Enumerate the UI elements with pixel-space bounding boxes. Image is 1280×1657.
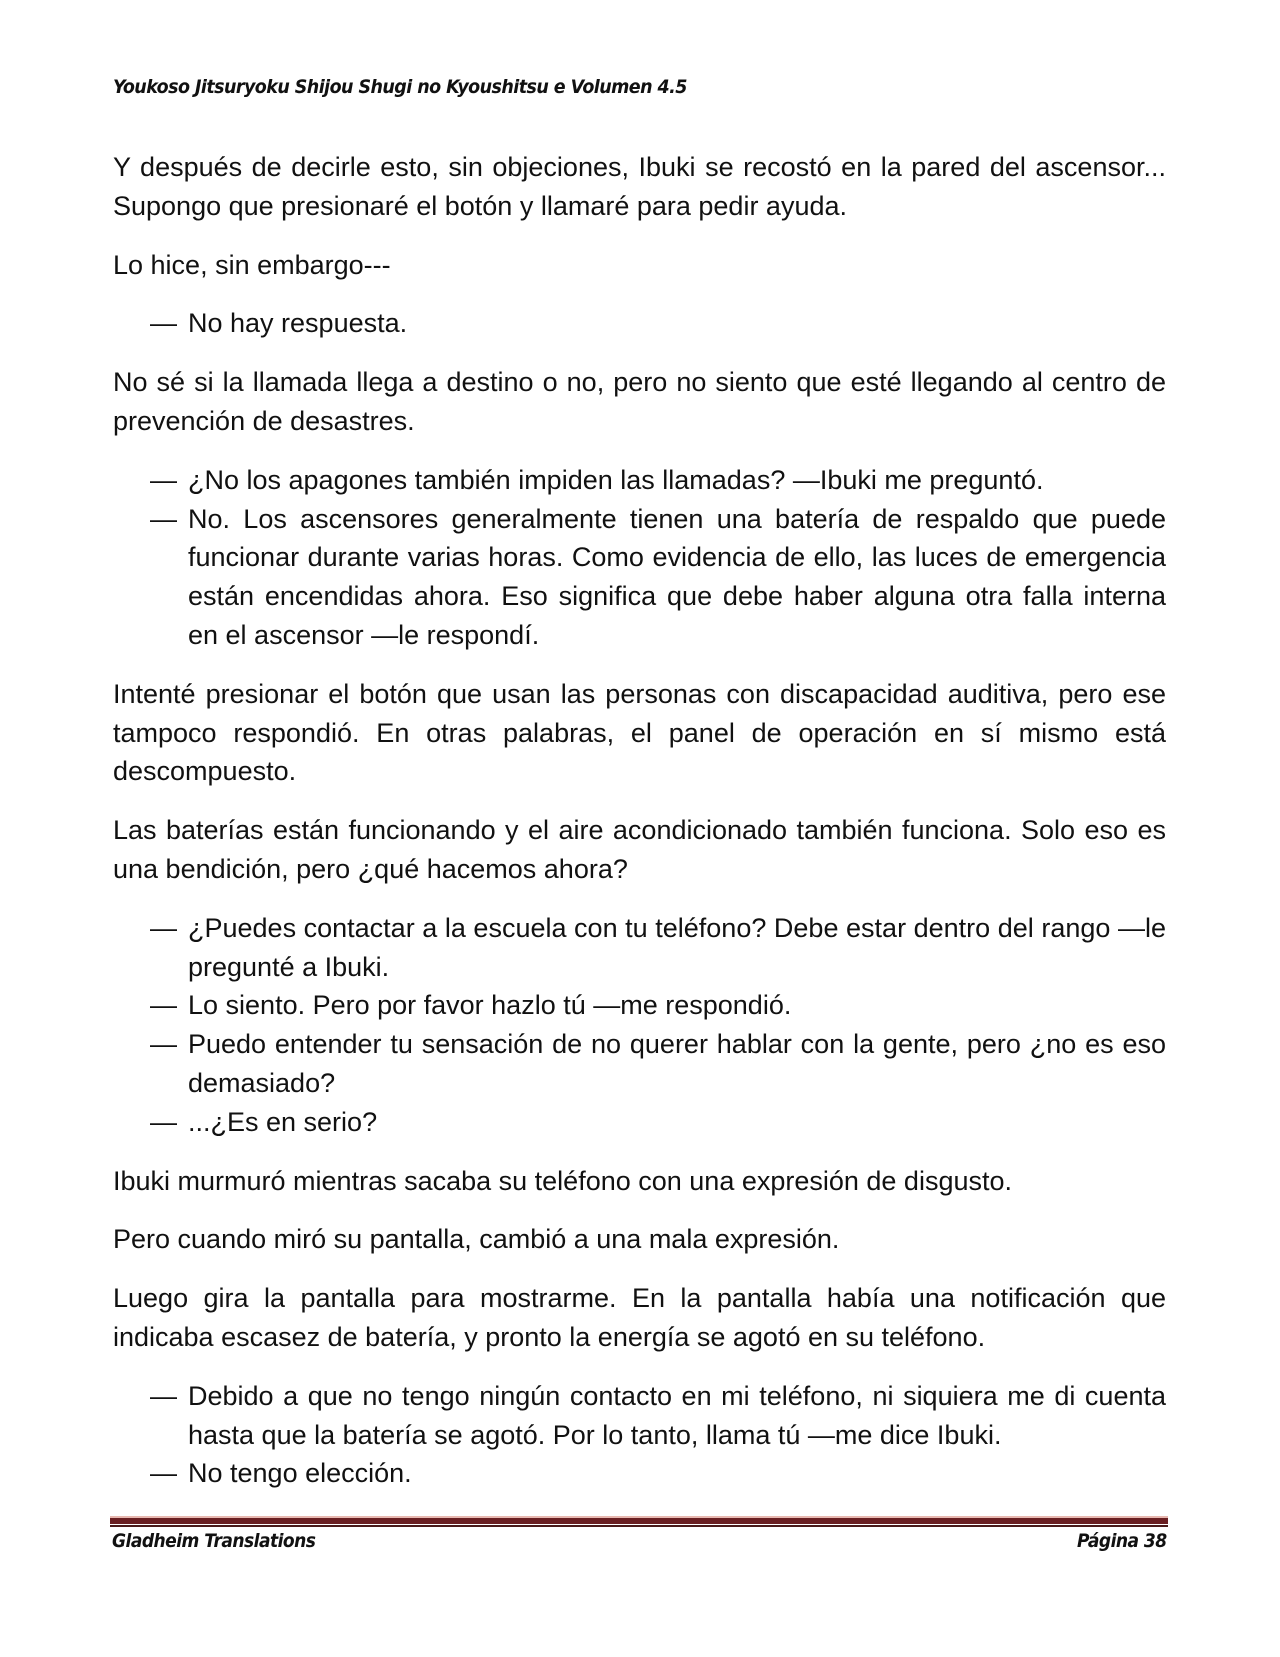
- em-dash: —: [150, 1106, 177, 1137]
- dialogue-line: — ¿No los apagones también impiden las llamadas? —Ibuki me preguntó.: [113, 461, 1166, 500]
- em-dash: —: [150, 308, 177, 339]
- page-body: [113, 148, 1166, 1513]
- dialogue-line: — Lo siento. Pero por favor hazlo tú —me respondió.: [113, 986, 1166, 1025]
- paragraph: Las baterías están funcionando y el aire acondicionado también funciona. Solo eso es una bendición, pero ¿qué hacemos ahora?: [113, 815, 1166, 884]
- em-dash: —: [150, 1029, 177, 1060]
- dialogue-line: — No tengo elección.: [113, 1454, 1166, 1493]
- dialogue-line: — No. Los ascensores generalmente tienen una batería de respaldo que puede funcionar durante varias horas. Como evidencia de ello, las luces de emergencia están encendidas ahora. Eso significa que debe haber alguna otra falla interna en el ascensor —le respondí.: [113, 500, 1166, 655]
- footer-divider: [110, 1516, 1168, 1527]
- dialogue-line: — No hay respuesta.: [113, 304, 1166, 343]
- dialogue-block: [113, 461, 1166, 655]
- em-dash: —: [150, 464, 177, 495]
- em-dash: —: [150, 1380, 177, 1411]
- em-dash: —: [150, 503, 177, 534]
- paragraph: No sé si la llamada llega a destino o no, pero no siento que esté llegando al centro de prevención de desastres.: [113, 367, 1166, 436]
- paragraph: Intenté presionar el botón que usan las personas con discapacidad auditiva, pero ese tampoco respondió. En otras palabras, el panel de operación en sí mismo está descompuesto.: [113, 678, 1166, 787]
- paragraph: Lo hice, sin embargo---: [113, 249, 391, 280]
- dialogue-line: — Puedo entender tu sensación de no querer hablar con la gente, pero ¿no es eso demasiado?: [113, 1025, 1166, 1103]
- em-dash: —: [150, 912, 177, 943]
- running-header-title: Youkoso Jitsuryoku Shijou Shugi no Kyoushitsu e Volumen 4.5: [113, 76, 687, 98]
- dialogue-line: — ...¿Es en serio?: [113, 1103, 1166, 1142]
- dialogue-block: [113, 909, 1166, 1142]
- dialogue-line: — ¿Puedes contactar a la escuela con tu teléfono? Debe estar dentro del rango —le pregunté a Ibuki.: [113, 909, 1166, 987]
- paragraph: Luego gira la pantalla para mostrarme. En la pantalla había una notificación que indicaba escasez de batería, y pronto la energía se agotó en su teléfono.: [113, 1283, 1166, 1352]
- em-dash: —: [150, 990, 177, 1021]
- dialogue-line: — Debido a que no tengo ningún contacto en mi teléfono, ni siquiera me di cuenta hasta que la batería se agotó. Por lo tanto, llama tú —me dice Ibuki.: [113, 1377, 1166, 1455]
- paragraph: Ibuki murmuró mientras sacaba su teléfono con una expresión de disgusto.: [113, 1165, 1013, 1196]
- footer-translator-credit: Gladheim Translations: [112, 1530, 316, 1552]
- em-dash: —: [150, 1458, 177, 1489]
- dialogue-block: [113, 304, 1166, 343]
- paragraph: Pero cuando miró su pantalla, cambió a una mala expresión.: [113, 1224, 840, 1255]
- dialogue-block: [113, 1377, 1166, 1493]
- paragraph: Y después de decirle esto, sin objeciones, Ibuki se recostó en la pared del ascensor... Supongo que presionaré el botón y llamaré para pedir ayuda.: [113, 152, 1166, 221]
- footer-page-number: Página 38: [1077, 1530, 1167, 1552]
